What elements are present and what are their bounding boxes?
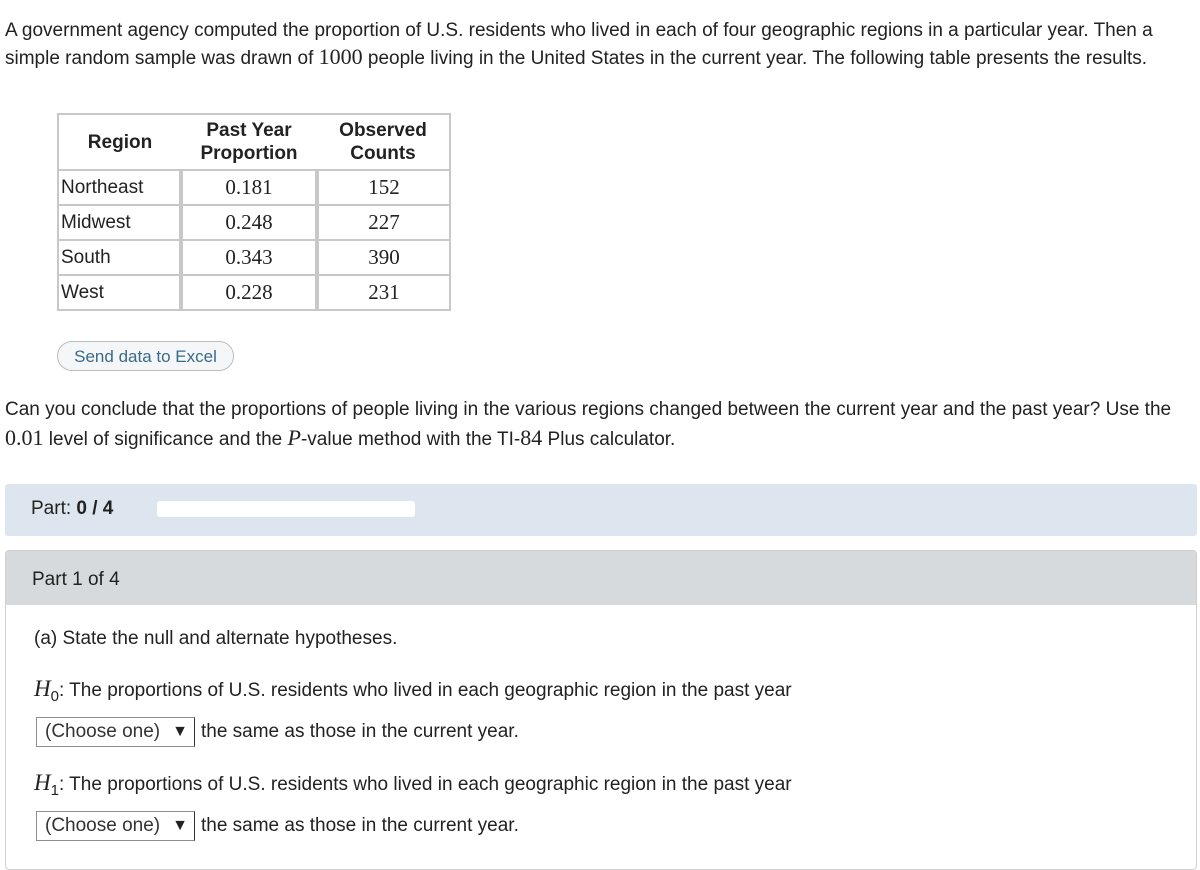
table-row: [57, 205, 451, 240]
part-progress-label: Part: 0 / 4: [31, 498, 114, 519]
count-cell: 227: [317, 205, 451, 240]
part-progress-value: 0 / 4: [76, 498, 114, 519]
dropdown-arrow-icon: ▼: [172, 817, 188, 834]
dropdown-arrow-icon: ▼: [172, 723, 188, 740]
region-cell: Northeast: [57, 169, 181, 205]
question-text: Can you conclude that the proportions of people living in the various regions changed between the current year and the past year? Use the 0.01 level of significance and the P-value method with the TI-84 Plus calculator.: [5, 399, 1172, 450]
part-progress-bar: [5, 484, 1197, 536]
sample-size: 1000: [318, 44, 363, 69]
part-header: [6, 551, 1196, 605]
count-cell: 152: [317, 169, 451, 205]
proportion-cell: 0.181: [181, 169, 317, 205]
calculator-model: 84: [520, 425, 543, 450]
region-cell: South: [57, 240, 181, 275]
h1-choose-one-select[interactable]: (Choose one) ▼: [36, 811, 195, 841]
header-region: Region: [57, 113, 181, 169]
h0-select-row: (Choose one) ▼ the same as those in the current year.: [36, 717, 519, 747]
alpha-value: 0.01: [5, 425, 44, 450]
problem-intro: [5, 18, 1197, 72]
h0-choose-one-select[interactable]: (Choose one) ▼: [36, 717, 195, 747]
table-row: [57, 240, 451, 275]
proportion-cell: 0.343: [181, 240, 317, 275]
data-table: [57, 113, 451, 311]
count-cell: 231: [317, 275, 451, 311]
header-past-year: Past Year Proportion: [181, 113, 317, 169]
send-to-excel-button[interactable]: Send data to Excel: [57, 341, 234, 371]
count-cell: 390: [317, 240, 451, 275]
header-observed: Observed Counts: [317, 113, 451, 169]
h1-symbol: H: [34, 770, 51, 795]
h1-select-row: (Choose one) ▼ the same as those in the current year.: [36, 811, 519, 841]
table-row: [57, 169, 451, 205]
h0-symbol: H: [34, 676, 51, 701]
proportion-cell: 0.248: [181, 205, 317, 240]
alternate-hypothesis: $H_1$: The proportions of U.S. residents who lived in each geographic region in the past year: [34, 770, 792, 799]
progress-track: [157, 501, 415, 517]
table-row: [57, 275, 451, 311]
part-title: Part 1 of 4: [32, 569, 120, 590]
region-cell: Midwest: [57, 205, 181, 240]
intro-text-b: people living in the United States in the current year. The following table presents the results.: [362, 48, 1148, 69]
proportion-cell: 0.228: [181, 275, 317, 311]
part-prompt: (a) State the null and alternate hypotheses.: [34, 628, 398, 649]
p-symbol: P: [287, 425, 301, 450]
intro-text-a: A government agency computed the proportion of U.S. residents who lived in each of four geographic regions in a particular year. Then a simple random sample was drawn of: [5, 20, 1153, 69]
null-hypothesis: $H_0$: The proportions of U.S. residents who lived in each geographic region in the past year: [34, 676, 792, 705]
region-cell: West: [57, 275, 181, 311]
